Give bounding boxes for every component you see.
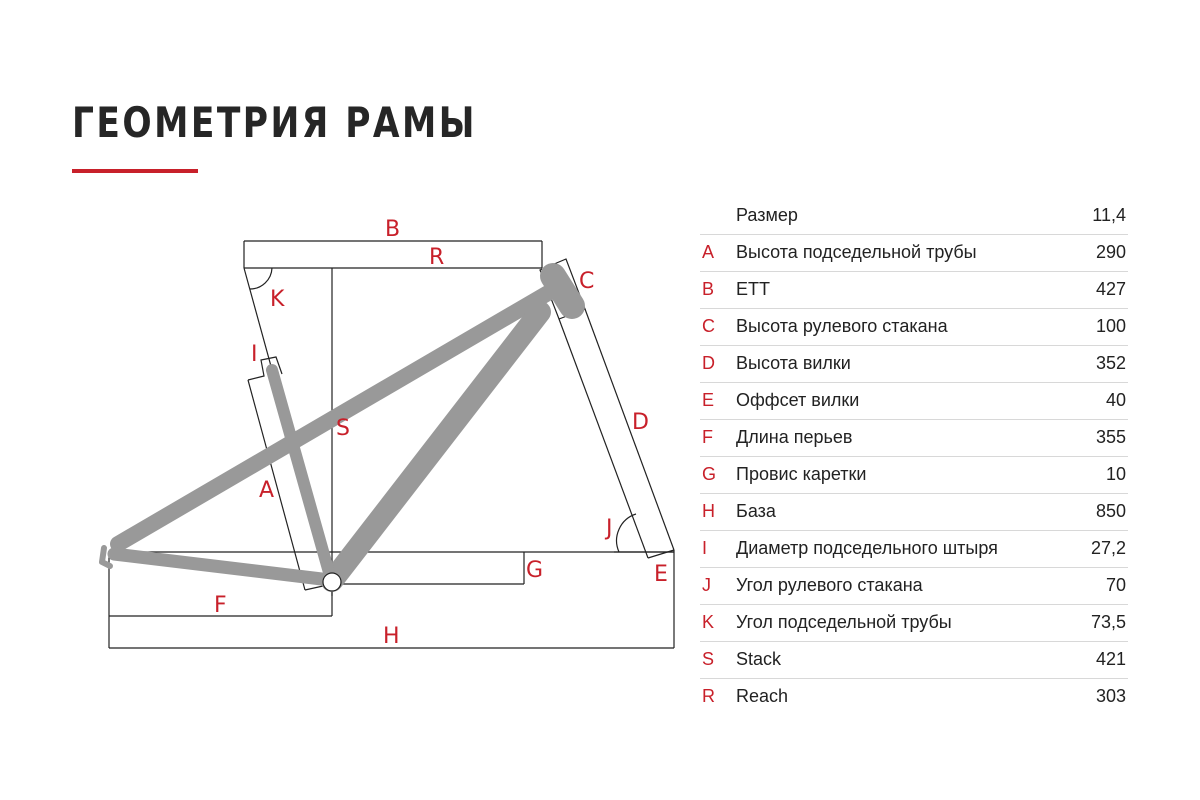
row-label: Stack <box>736 649 782 669</box>
seat-tube <box>272 370 330 576</box>
table-row <box>700 568 1128 605</box>
row-value: 303 <box>1095 686 1126 706</box>
table-row <box>700 198 1128 235</box>
bottom-bracket <box>323 573 341 591</box>
row-value: 40 <box>1105 390 1126 410</box>
table-row <box>700 383 1128 420</box>
dim-line-d-right <box>585 309 674 550</box>
row-code: G <box>702 464 717 484</box>
dim-arc-j <box>617 514 636 552</box>
row-value: 27,2 <box>1090 538 1126 558</box>
row-label: Длина перьев <box>736 427 853 447</box>
row-code: J <box>702 575 711 595</box>
row-label: Высота подседельной трубы <box>736 242 977 262</box>
row-label: Reach <box>736 686 789 706</box>
row-code: B <box>702 279 715 299</box>
row-code: E <box>702 390 715 410</box>
row-value: 100 <box>1095 316 1126 336</box>
dimension-lines <box>108 241 674 648</box>
table-row <box>700 457 1128 494</box>
table-row <box>700 679 1128 715</box>
table-row <box>700 346 1128 383</box>
row-code: R <box>702 686 715 706</box>
row-value: 850 <box>1095 501 1126 521</box>
row-label: База <box>736 501 776 521</box>
row-label: Высота вилки <box>736 353 851 373</box>
row-value: 355 <box>1095 427 1126 447</box>
row-value: 73,5 <box>1090 612 1126 632</box>
row-value: 427 <box>1095 279 1126 299</box>
label-s: S <box>336 416 350 441</box>
row-code: S <box>702 649 715 669</box>
table-row <box>700 272 1128 309</box>
label-j: J <box>606 516 613 541</box>
row-label: ETT <box>736 279 770 299</box>
table-row <box>700 605 1128 642</box>
label-f: F <box>214 593 227 618</box>
table-row <box>700 420 1128 457</box>
page-title: ГЕОМЕТРИЯ РАМЫ <box>72 98 477 147</box>
dim-arc-k <box>250 268 272 289</box>
row-code: H <box>702 501 715 521</box>
table-row <box>700 494 1128 531</box>
top-tube <box>118 286 560 544</box>
label-k: K <box>270 287 285 312</box>
dim-line-e <box>648 550 674 558</box>
label-e: E <box>654 562 668 587</box>
row-label: Высота рулевого стакана <box>736 316 948 336</box>
label-i: I <box>251 342 258 367</box>
label-h: H <box>383 624 400 649</box>
table-row <box>700 235 1128 272</box>
row-label: Размер <box>736 205 798 225</box>
label-b: B <box>385 217 401 242</box>
row-code: C <box>702 316 715 336</box>
row-label: Оффсет вилки <box>736 390 860 410</box>
label-d: D <box>632 410 649 435</box>
row-code: F <box>702 427 713 447</box>
label-c: C <box>579 269 595 294</box>
row-label: Угол подседельной трубы <box>736 612 952 632</box>
label-r: R <box>429 245 445 270</box>
label-a: A <box>259 478 275 503</box>
row-value: 290 <box>1095 242 1126 262</box>
head-tube <box>553 276 572 306</box>
chainstay <box>114 554 330 580</box>
row-code: I <box>702 538 708 558</box>
row-code: K <box>702 612 715 632</box>
row-code: D <box>702 353 715 373</box>
table-row <box>700 642 1128 679</box>
row-label: Угол рулевого стакана <box>736 575 923 595</box>
row-value: 11,4 <box>1092 205 1126 225</box>
geometry-table <box>700 198 1128 715</box>
label-g: G <box>526 558 544 583</box>
row-label: Диаметр подседельного штыря <box>736 538 998 558</box>
row-label: Провис каретки <box>736 464 867 484</box>
row-value: 352 <box>1095 353 1126 373</box>
row-value: 421 <box>1095 649 1126 669</box>
row-value: 70 <box>1105 575 1126 595</box>
table-row <box>700 531 1128 568</box>
row-value: 10 <box>1105 464 1126 484</box>
dim-line-d-left <box>559 319 648 558</box>
table-row <box>700 309 1128 346</box>
dim-line-a-outer <box>248 380 305 590</box>
row-code: A <box>702 242 715 262</box>
